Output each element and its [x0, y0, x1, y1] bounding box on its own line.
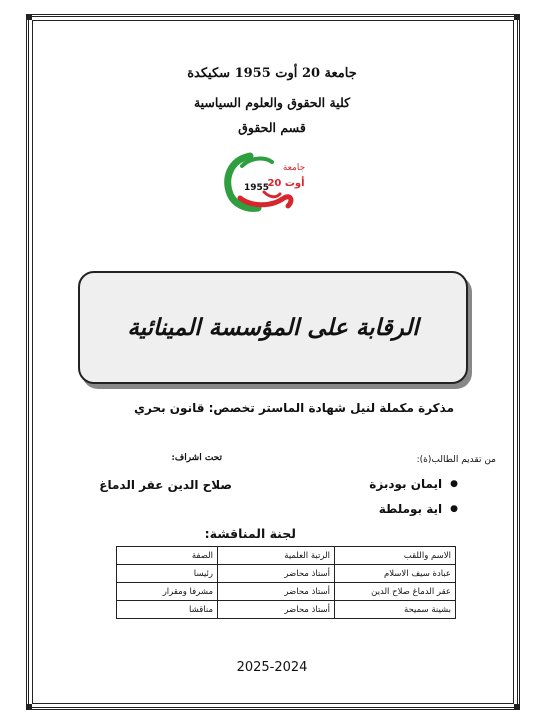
university-name: جامعة 20 أوت 1955 سكيكدة [187, 66, 357, 81]
table-row [117, 565, 456, 583]
table-header-row [117, 547, 456, 565]
title-box [78, 271, 468, 384]
logo-date: 20 أوت [267, 178, 305, 189]
logo-top-text: جامعة [282, 163, 306, 173]
corner-ornament [26, 704, 32, 710]
table-cell: بشينة سميحة [335, 601, 456, 619]
committee-title: لجنة المناقشة: [204, 526, 296, 541]
column-header: الاسم واللقب [335, 547, 456, 565]
student-name: اية بوملطة [378, 502, 443, 516]
table-row [117, 601, 456, 619]
bullet-icon: ● [450, 504, 458, 514]
thesis-title: الرقابة على المؤسسة المينائية [127, 314, 419, 341]
column-header: الرتبة العلمية [218, 547, 335, 565]
corner-ornament [514, 14, 520, 20]
student-item [369, 477, 458, 491]
committee-table [116, 546, 456, 619]
table-cell: رئيسا [117, 565, 218, 583]
table-cell: أستاذ محاضر [218, 565, 335, 583]
corner-ornament [514, 704, 520, 710]
academic-year: 2025-2024 [236, 660, 308, 675]
column-header: الصفة [117, 547, 218, 565]
table-cell: عقر الدماغ صلاح الدين [335, 583, 456, 601]
student-name: ايمان بودبزة [369, 477, 443, 491]
table-cell: عبادة سيف الاسلام [335, 565, 456, 583]
department-name: قسم الحقوق [238, 120, 306, 135]
students-label: من تقديم الطالب(ة): [416, 455, 496, 465]
logo-year: 1955 [244, 183, 270, 193]
table-cell: مشرفا ومقرار [117, 583, 218, 601]
faculty-name: كلية الحقوق والعلوم السياسية [193, 95, 351, 110]
university-logo [220, 148, 312, 218]
student-item [379, 502, 458, 516]
supervisor-name: صلاح الدين عقر الدماغ [99, 478, 232, 492]
table-cell: مناقشا [117, 601, 218, 619]
memo-subtitle: مذكرة مكملة لنيل شهادة الماستر تخصص: قانون بحري [134, 401, 454, 415]
table-cell: أستاذ محاضر [218, 583, 335, 601]
corner-ornament [26, 14, 32, 20]
table-row [117, 583, 456, 601]
table-cell: أستاذ محاضر [218, 601, 335, 619]
bullet-icon: ● [450, 479, 458, 489]
supervisor-label: تحت اشراف: [171, 453, 222, 463]
